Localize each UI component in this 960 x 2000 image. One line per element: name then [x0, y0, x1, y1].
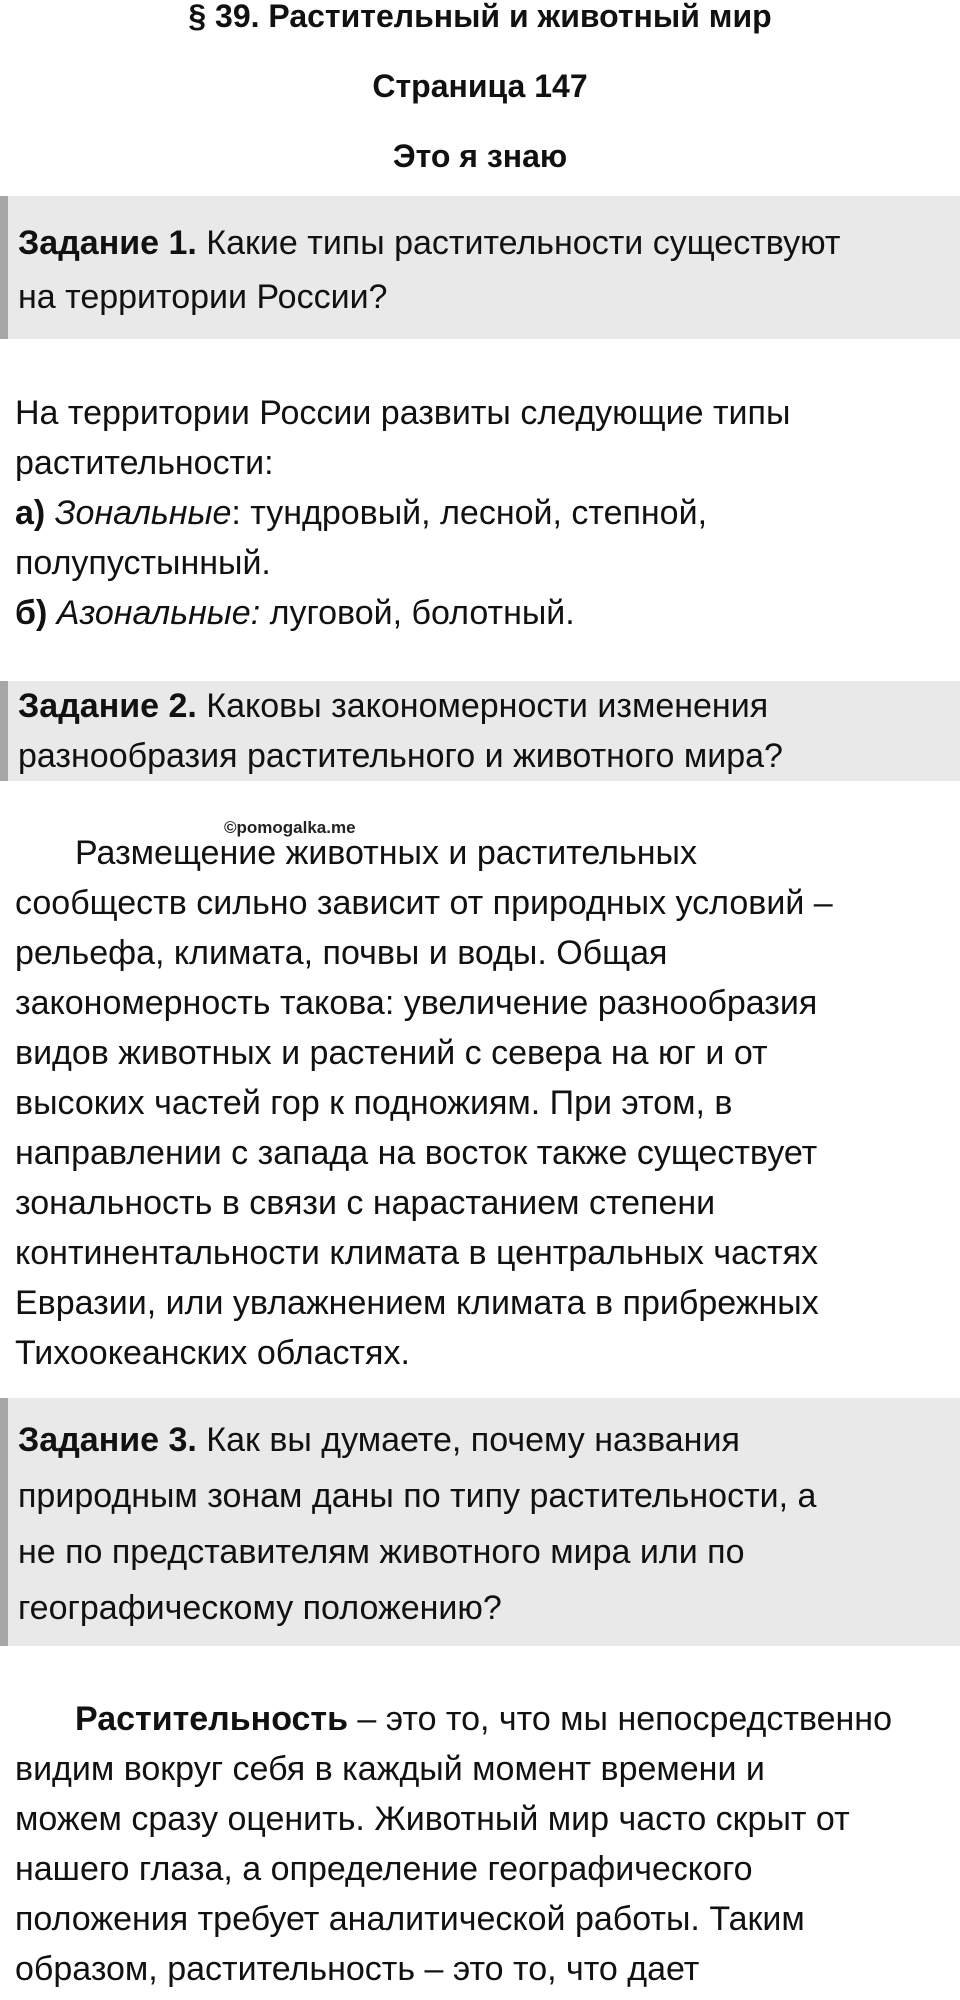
- task-3-question-text: Как вы думаете, почему названия: [196, 1421, 740, 1459]
- task-3-question-line-1: [18, 1412, 940, 1468]
- task-3-box: [0, 1398, 960, 1646]
- task-1-label: Задание 1.: [18, 224, 197, 262]
- answer-line: зональность в связи с нарастанием степени: [15, 1184, 716, 1222]
- task-1-question-line-1: [18, 216, 940, 270]
- answer-line: нашего глаза, а определение географического: [15, 1850, 753, 1888]
- task-2-answer: [15, 828, 950, 1378]
- answer-line: можем сразу оценить. Животный мир часто скрыт от: [15, 1800, 850, 1838]
- answer-line: Тихоокеанских областях.: [15, 1334, 410, 1372]
- answer-line: Евразии, или увлажнением климата в прибрежных: [15, 1284, 819, 1322]
- item-text: : тундровый, лесной, степной,: [231, 494, 708, 532]
- answer-item-b: [15, 588, 950, 638]
- answer-line: положения требует аналитической работы. Таким: [15, 1900, 805, 1938]
- answer-line: образом, растительность – это то, что дает: [15, 1950, 700, 1988]
- task-3-answer: [15, 1694, 950, 1994]
- answer-line: видим вокруг себя в каждый момент времени и: [15, 1750, 765, 1788]
- answer-item-a: [15, 488, 950, 538]
- task-1-question-text: Какие типы растительности существуют: [196, 224, 841, 262]
- answer-line: растительности:: [15, 444, 274, 482]
- item-term: Азональные:: [56, 594, 261, 632]
- item-marker: а): [15, 494, 46, 532]
- task-1-answer: [15, 388, 950, 638]
- item-term: Зональные: [54, 494, 232, 532]
- item-marker: б): [15, 594, 48, 632]
- task-1-question-line-2: на территории России?: [18, 278, 388, 316]
- page-label: Страница 147: [372, 68, 588, 104]
- answer-term: Растительность: [75, 1700, 348, 1738]
- answer-line: видов животных и растений с севера на юг и от: [15, 1034, 768, 1072]
- answer-line: На территории России развиты следующие типы: [15, 394, 791, 432]
- answer-text: – это то, что мы непосредственно: [347, 1700, 892, 1738]
- answer-line: рельефа, климата, почвы и воды. Общая: [15, 934, 668, 972]
- answer-line: закономерность такова: увеличение разнообразия: [15, 984, 818, 1022]
- task-3-question-line-3: не по представителям животного мира или по: [18, 1533, 745, 1571]
- task-2-question-text: Каковы закономерности изменения: [196, 687, 769, 725]
- answer-line: полупустынный.: [15, 544, 271, 582]
- answer-line: Размещение животных и растительных: [75, 834, 697, 872]
- task-1-box: [0, 196, 960, 339]
- answer-line: [15, 1694, 950, 1744]
- item-text: луговой, болотный.: [260, 594, 575, 632]
- task-2-label: Задание 2.: [18, 687, 197, 725]
- task-3-question-line-4: географическому положению?: [18, 1589, 502, 1627]
- answer-line: направлении с запада на восток также существует: [15, 1134, 818, 1172]
- section-title: § 39. Растительный и животный мир: [188, 0, 772, 34]
- task-2-question-line-2: разнообразия растительного и животного мира?: [18, 737, 783, 775]
- answer-line: сообществ сильно зависит от природных условий –: [15, 884, 833, 922]
- subsection-title: Это я знаю: [392, 138, 568, 174]
- task-2-box: [0, 681, 960, 781]
- task-3-question-line-2: природным зонам даны по типу растительности, а: [18, 1477, 817, 1515]
- answer-line: высоких частей гор к подножиям. При этом, в: [15, 1084, 733, 1122]
- watermark: ©pomogalka.me: [224, 818, 356, 837]
- answer-line: континентальности климата в центральных частях: [15, 1234, 818, 1272]
- task-3-label: Задание 3.: [18, 1421, 197, 1459]
- task-2-question-line-1: [18, 681, 940, 731]
